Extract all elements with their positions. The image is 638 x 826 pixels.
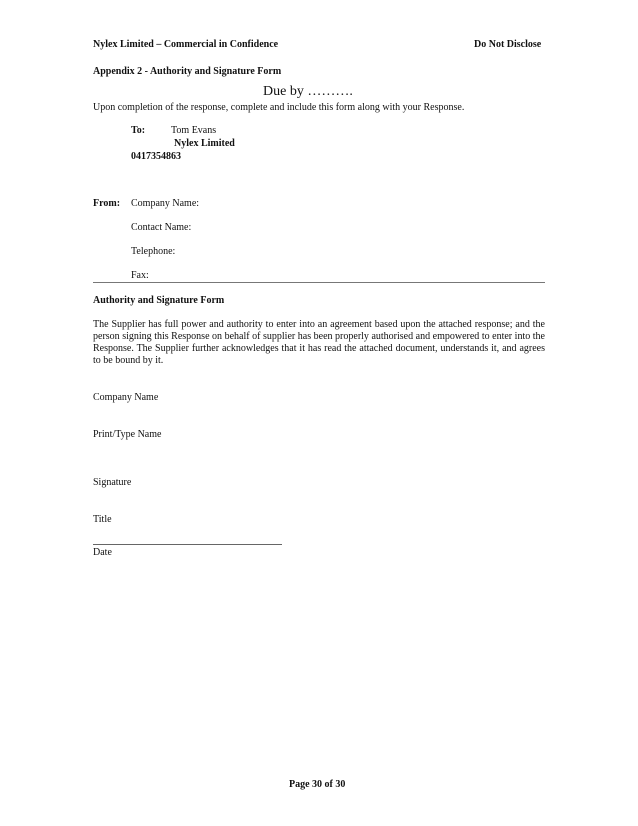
from-label: From:	[93, 198, 121, 209]
header-right: Do Not Disclose	[474, 39, 542, 50]
signature-company-name: Company Name	[93, 392, 159, 403]
signature-signature: Signature	[93, 477, 132, 488]
date-signature-line	[93, 544, 282, 545]
header-left: Nylex Limited – Commercial in Confidence	[93, 39, 279, 50]
section-divider	[93, 282, 545, 283]
to-phone: 0417354863	[131, 151, 181, 162]
from-contact-name: Contact Name:	[131, 222, 192, 233]
page-number: Page 30 of 30	[289, 779, 346, 790]
from-company-name: Company Name:	[131, 198, 200, 209]
to-name: Tom Evans	[171, 125, 217, 136]
to-label: To:	[131, 125, 146, 136]
signature-print-name: Print/Type Name	[93, 429, 162, 440]
authority-heading: Authority and Signature Form	[93, 295, 225, 306]
from-fax: Fax:	[131, 270, 149, 281]
authority-paragraph: The Supplier has full power and authority to enter into an agreement based upon the attached response; and the person signing this Response on behalf of supplier has been properly authorised and empowered to enter into the Response. The Supplier further acknowledges that it has read the attached document, understands it, and agrees to be bound by it.	[93, 319, 545, 366]
appendix-title: Appendix 2 - Authority and Signature Form	[93, 66, 282, 77]
signature-date: Date	[93, 547, 112, 558]
instruction-text: Upon completion of the response, complete and include this form along with your Response.	[93, 102, 465, 113]
to-company: Nylex Limited	[174, 138, 235, 149]
from-telephone: Telephone:	[131, 246, 176, 257]
signature-title: Title	[93, 514, 112, 525]
due-by: Due by ……….	[263, 84, 353, 99]
